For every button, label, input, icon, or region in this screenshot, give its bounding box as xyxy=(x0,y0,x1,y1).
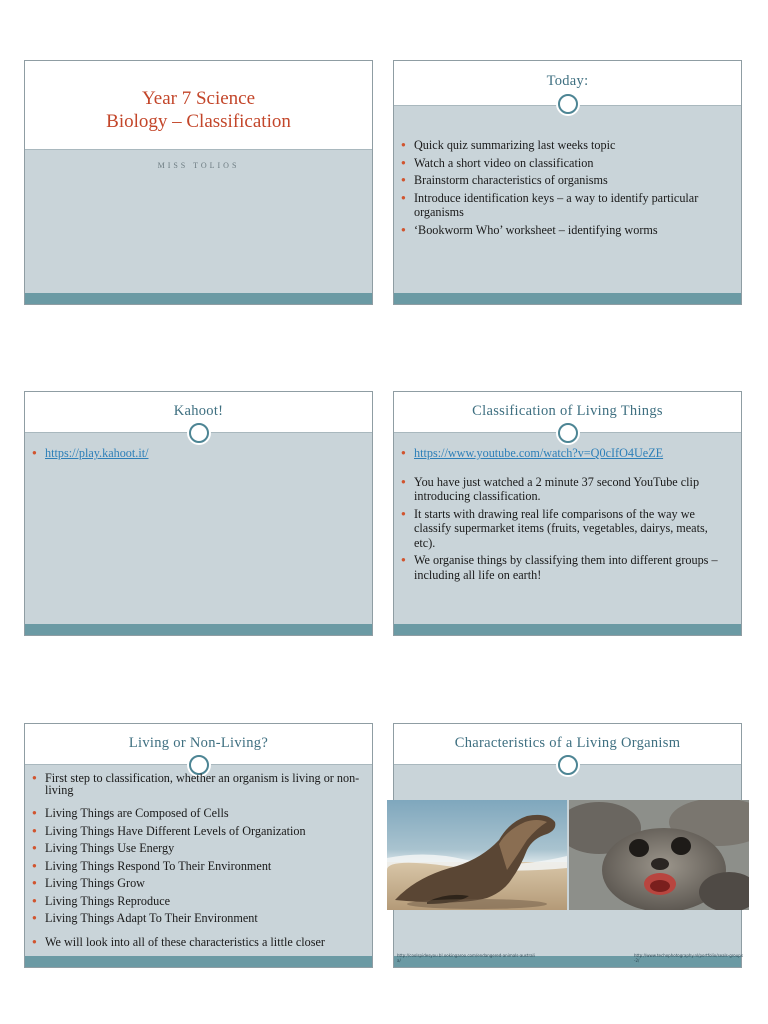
elephant-seal-photo xyxy=(569,800,749,910)
list-item: ● Living Things Use Energy xyxy=(31,841,365,856)
kahoot-link[interactable]: https://play.kahoot.it/ xyxy=(45,446,149,460)
slide-title: Living or Non-Living? xyxy=(128,735,269,751)
slide-classification xyxy=(393,391,742,636)
list-item: ● Introduce identification keys – a way to identify particular organisms xyxy=(400,191,730,220)
circle-ornament-icon xyxy=(558,94,578,114)
slide-footer-bar xyxy=(25,624,372,635)
list-item: ● Brainstorm characteristics of organisms xyxy=(400,173,730,188)
slide-header xyxy=(25,61,372,150)
sea-lion-photo xyxy=(387,800,567,910)
slide-title: Today: xyxy=(546,73,589,89)
author-subtitle: MISS TOLIOS xyxy=(157,161,240,170)
photo-credit-right: http://www.techophotography.nl/portfolio/seals-groups-2/ xyxy=(634,953,743,963)
slide-footer-bar xyxy=(25,293,372,304)
slide-footer-bar xyxy=(25,956,372,967)
list-item: ● First step to classification, whether an organism is living or non-living xyxy=(31,772,365,796)
list-item: ● Living Things Grow xyxy=(31,876,365,891)
list-item: ● Living Things Respond To Their Environment xyxy=(31,859,365,874)
list-item: ● ‘Bookworm Who’ worksheet – identifying worms xyxy=(400,223,730,238)
slide-footer-bar xyxy=(394,624,741,635)
list-item: ● Living Things are Composed of Cells xyxy=(31,806,365,821)
circle-ornament-icon xyxy=(189,423,209,443)
list-item: ● Watch a short video on classification xyxy=(400,156,730,171)
characteristics-list xyxy=(31,772,365,952)
circle-ornament-icon xyxy=(558,755,578,775)
list-item: ● Quick quiz summarizing last weeks topic xyxy=(400,138,730,153)
slide-title: Kahoot! xyxy=(173,403,224,419)
slide-title xyxy=(24,60,373,305)
circle-ornament-icon xyxy=(558,423,578,443)
link-list xyxy=(31,446,361,464)
slide-today xyxy=(393,60,742,305)
youtube-link[interactable]: https://www.youtube.com/watch?v=Q0cIfO4UeZE xyxy=(414,446,664,460)
list-item: ● It starts with drawing real life comparisons of the way we classify supermarket items (fruits, vegetables, dairys, meats, etc). xyxy=(400,507,732,551)
list-item: ● You have just watched a 2 minute 37 second YouTube clip introducing classification. xyxy=(400,475,732,504)
list-item: ● Living Things Reproduce xyxy=(31,894,365,909)
list-item: ● We organise things by classifying them into different groups – including all life on earth! xyxy=(400,553,732,582)
agenda-list xyxy=(400,138,730,240)
slide-title: Classification of Living Things xyxy=(472,403,663,419)
list-item xyxy=(31,446,361,461)
photo-credit-left: http://coolspidesyou.bl.ookingaroo.com/endangered-animals-australia/ xyxy=(397,953,535,963)
content-list xyxy=(400,446,732,585)
slide-footer-bar xyxy=(394,293,741,304)
slide-kahoot xyxy=(24,391,373,636)
list-item xyxy=(400,446,732,461)
list-item: ● We will look into all of these characteristics a little closer xyxy=(31,935,365,950)
main-title: Year 7 Science Biology – Classification xyxy=(106,88,291,132)
slide-title: Characteristics of a Living Organism xyxy=(454,735,681,751)
list-item: ● Living Things Have Different Levels of Organization xyxy=(31,824,365,839)
slide-living-or-non-living xyxy=(24,723,373,968)
list-item: ● Living Things Adapt To Their Environment xyxy=(31,911,365,926)
